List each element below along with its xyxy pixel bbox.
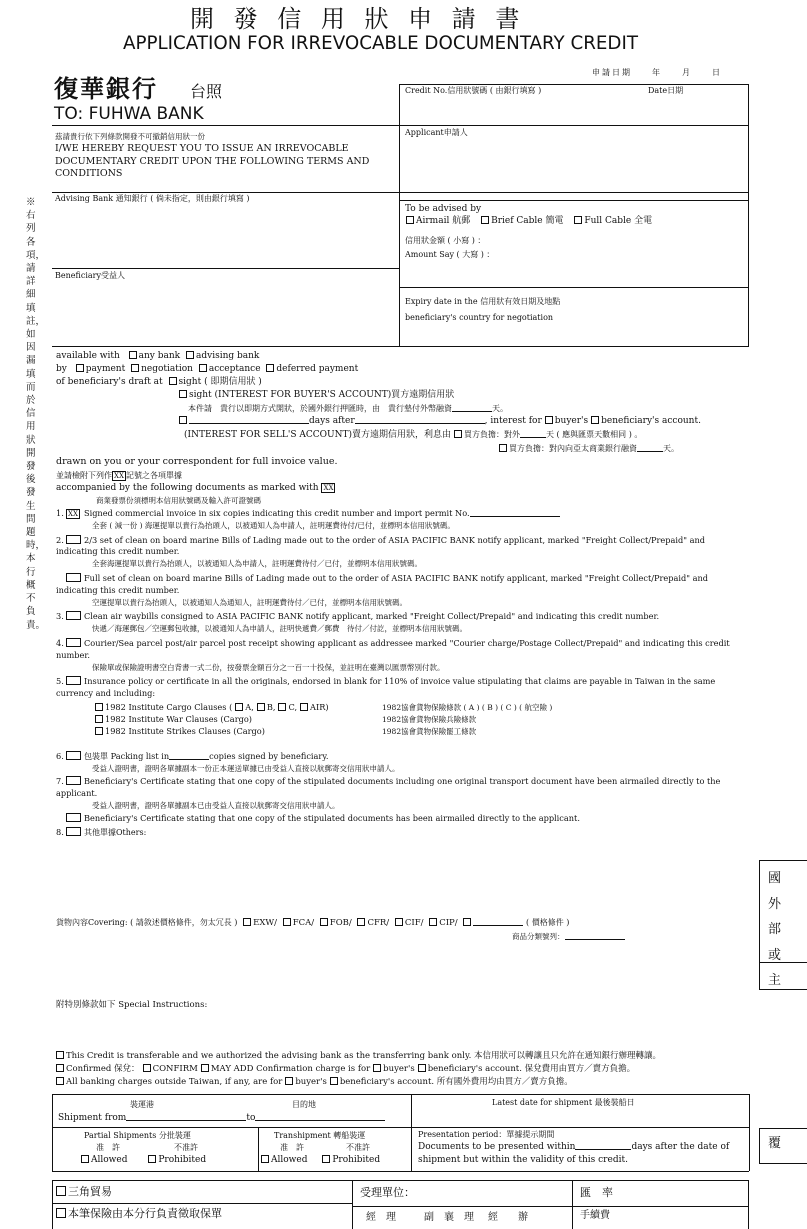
conf-beneficiary-checkbox[interactable] bbox=[418, 1064, 426, 1072]
xx-mark: XX bbox=[114, 472, 124, 480]
doc-6-cn: 受益人證明書，證明各單據副本一份正本運送單據已由受益人直接以航郵寄交信用狀申請人。 bbox=[92, 764, 400, 774]
trans-prohibited-cn: 不准許 bbox=[346, 1143, 370, 1152]
partial-shipments-label: Partial Shipments 分批裝運 bbox=[84, 1131, 191, 1140]
expiry-line1: Expiry date in the 信用狀有效日期及地點 bbox=[405, 297, 561, 306]
doc-2-cn: 全套海運提單以貴行為抬頭人，以被通知人為申請人，註明運費待付／已付，並標明本信用狀號碼。 bbox=[92, 559, 422, 569]
transferable-checkbox[interactable] bbox=[56, 1051, 64, 1059]
request-cn: 茲請貴行依下列條款開發不可撤銷信用狀一份 bbox=[55, 132, 205, 141]
buyer-bears-tail: 天 ( 應與匯票天數相同 ) 。 bbox=[545, 430, 643, 439]
doc-3-cn: 快遞／海運郵包／空運郵包收據，以被通知人為申請人，註明快遞費／郵費 待付／付訖，並標明本信用狀號碼。 bbox=[92, 624, 467, 634]
beneficiary-label: Beneficiary受益人 bbox=[55, 271, 125, 280]
partial-allowed-checkbox[interactable] bbox=[81, 1155, 89, 1163]
payment-label: payment bbox=[85, 364, 126, 374]
buyers-label: buyer's bbox=[554, 416, 589, 426]
side-note: ※右列各項，請詳細填註，如因漏填而於信用狀開發後發生問題時，本行概不負責。 bbox=[26, 197, 46, 631]
doc-8-checkbox[interactable] bbox=[66, 827, 81, 836]
doc-1-cn: 全套 ( 減一份 ) 海運提單以貴行為抬頭人，以被通知人為申請人，註明運費待付/已付，並標明本信用狀號碼。 bbox=[92, 520, 455, 530]
doc-4: 4. Courier/Sea parcel post/air parcel post receipt showing applicant as addressee marked "Courier charge/Postage Collect/Prepaid" and indicating this credit number. bbox=[56, 637, 730, 660]
advised-by-label: To be advised by bbox=[405, 204, 482, 214]
doc-1: 1. XX Signed commercial invoice in six copies indicating this credit number and import permit No. bbox=[56, 508, 748, 520]
bottom-checks bbox=[56, 1050, 756, 1089]
exw-checkbox[interactable] bbox=[243, 918, 251, 926]
doc-2: 2. 2/3 set of clean on board marine Bills of Lading made out to the order of ASIA PACIFIC BANK notify applicant, marked "Freight Collect/Prepaid" and indicating this credit number. bbox=[56, 534, 706, 557]
exchange-rate: 匯 率 bbox=[580, 1186, 613, 1199]
charges-beneficiary-checkbox[interactable] bbox=[330, 1077, 338, 1085]
days-after-label: days after bbox=[309, 416, 355, 426]
buyer-bears2-label: 買方負擔：對內向亞太商業銀行融資 bbox=[509, 444, 637, 453]
airmail-label: Airmail 航郵 bbox=[416, 216, 471, 226]
cip-checkbox[interactable] bbox=[429, 918, 437, 926]
insurance-row: 本筆保險由本分行負責徵取保單 bbox=[56, 1207, 222, 1221]
doc-2b-cn: 空運提單以貴行為抬頭人，以被通知人為通知人，註明運費待付／已付，並標明本信用狀號碼。 bbox=[92, 597, 407, 607]
draft-at-label: of beneficiary's draft at bbox=[56, 377, 163, 387]
request-en: I/WE HEREBY REQUEST YOU TO ISSUE AN IRREVOCABLE DOCUMENTARY CREDIT UPON THE FOLLOWING TERMS AND CONDITIONS bbox=[55, 143, 370, 179]
loading-port-cn: 裝運港 bbox=[130, 1100, 154, 1109]
confirm-checkbox[interactable] bbox=[143, 1064, 151, 1072]
doc-3-checkbox[interactable] bbox=[66, 611, 81, 620]
right-edge-box-2 bbox=[759, 1128, 807, 1164]
handler: 經 辦 bbox=[488, 1212, 528, 1223]
account-label: account. bbox=[662, 416, 701, 426]
clause-c-checkbox[interactable] bbox=[278, 703, 286, 711]
deferred-payment-checkbox[interactable] bbox=[266, 364, 274, 372]
fob-checkbox[interactable] bbox=[320, 918, 328, 926]
doc-1-mark[interactable]: XX bbox=[68, 510, 78, 518]
any-bank-label: any bank bbox=[138, 351, 181, 361]
buyer-bears-label: 買方負擔：對外 bbox=[463, 430, 520, 439]
brief-cable-checkbox[interactable] bbox=[481, 216, 489, 224]
interest-for-label: , interest for bbox=[484, 416, 542, 426]
clause-air-checkbox[interactable] bbox=[300, 703, 308, 711]
charges-buyer-checkbox[interactable] bbox=[285, 1077, 293, 1085]
clause-1-cn: 1982協會貨物保險條款 ( A ) ( B ) ( C ) ( 航空險 ) bbox=[382, 702, 553, 712]
shipment-from: Shipment from to bbox=[58, 1113, 385, 1124]
doc-6-checkbox[interactable] bbox=[66, 751, 81, 760]
presentation-label: Presentation period：單據提示期間 bbox=[418, 1130, 555, 1139]
negotiation-label: negotiation bbox=[141, 364, 193, 374]
doc-2-checkbox[interactable] bbox=[66, 535, 81, 544]
full-cable-label: Full Cable 全電 bbox=[584, 216, 653, 226]
title-cn: 開 發 信 用 狀 申 請 書 bbox=[190, 5, 526, 33]
clause-2: 1982 Institute War Clauses (Cargo) 1982協會貨物保險兵險條款 bbox=[56, 714, 748, 726]
docs-intro-en: accompanied by the following documents as marked with XX bbox=[56, 483, 334, 493]
clause-3-checkbox[interactable] bbox=[95, 727, 103, 735]
trans-allowed-cn: 准 許 bbox=[280, 1143, 304, 1152]
payment-checkbox[interactable] bbox=[76, 364, 84, 372]
doc-4-cn: 保險單或保險證明書空白背書一式二份，按發票金額百分之一百一十投保，並註明在臺灣以匯票幣別付款。 bbox=[92, 662, 445, 672]
doc-4-checkbox[interactable] bbox=[66, 638, 81, 647]
availability-section bbox=[56, 350, 756, 455]
sight-label: sight ( 即期信用狀 ) bbox=[178, 377, 262, 387]
cif-checkbox[interactable] bbox=[395, 918, 403, 926]
trans-allowed-checkbox[interactable] bbox=[261, 1155, 269, 1163]
trans-options: Allowed Prohibited bbox=[258, 1155, 380, 1166]
partial-prohibited-cn: 不准許 bbox=[174, 1143, 198, 1152]
special-instructions: 附特別條款如下 Special Instructions: bbox=[56, 1000, 208, 1010]
deferred-payment-label: deferred payment bbox=[276, 364, 359, 374]
hs-code-label: 商品分類號列： bbox=[512, 932, 625, 941]
doc-5: 5. Insurance policy or certificate in all the originals, endorsed in blank for 110% of invoice value stipulating that claims are payable in Taiwan in the same currency and including: bbox=[56, 676, 716, 699]
days-unit: 天。 bbox=[492, 404, 508, 413]
fee: 手續費 bbox=[580, 1210, 610, 1221]
expiry-line2: beneficiary's country for negotiation bbox=[405, 313, 554, 322]
doc-2b-checkbox[interactable] bbox=[66, 573, 81, 582]
partial-prohibited-checkbox[interactable] bbox=[148, 1155, 156, 1163]
latest-shipment-label: Latest date for shipment 最後裝船日 bbox=[492, 1098, 635, 1107]
docs-intro-cn: 並請檢附下列作 XX 記號之各項單據 bbox=[56, 471, 182, 480]
clause-1-checkbox[interactable] bbox=[95, 703, 103, 711]
advising-bank-label: Advising Bank 通知銀行 ( 倘未指定，則由銀行填寫 ) bbox=[55, 194, 250, 203]
sight-buyer-checkbox[interactable] bbox=[179, 390, 187, 398]
advising-bank-option-label: advising bank bbox=[196, 351, 260, 361]
confirmed-checkbox[interactable] bbox=[56, 1064, 64, 1072]
acceptance-label: acceptance bbox=[208, 364, 261, 374]
sight-buyer-cn: 本件請 貴行以即期方式開狀，於國外銀行押匯時，由 貴行墊付外幣融資 bbox=[188, 404, 452, 413]
destination-cn: 目的地 bbox=[292, 1100, 316, 1109]
amount-figure-label: 信用狀金額 ( 小寫 ) ： bbox=[405, 236, 486, 245]
right-edge-char-2: 覆 bbox=[768, 1136, 782, 1151]
applicant-label: Applicant申請人 bbox=[405, 128, 468, 137]
right-edge-chars: 國 外 部 或 主 bbox=[768, 871, 782, 988]
sight-checkbox[interactable] bbox=[169, 377, 177, 385]
drawn-on: drawn on you or your correspondent for full invoice value. bbox=[56, 456, 338, 467]
transferable-row: This Credit is transferable and we authorized the advising bank as the transferring bank only. 本信用狀可以轉讓且只允許在通知銀行辦理轉讓。 bbox=[56, 1050, 756, 1063]
doc-7b: Beneficiary's Certificate stating that one copy of the stipulated documents has been airmailed directly to the applicant. bbox=[56, 813, 748, 825]
documents-list bbox=[56, 508, 748, 839]
right-edge-box bbox=[759, 860, 807, 990]
negotiation-checkbox[interactable] bbox=[131, 364, 139, 372]
confirmed-row: Confirmed 保兌： CONFIRM MAY ADD Confirmation charge is for buyer's beneficiary's account. 保兌費用由買方／賣方負擔。 bbox=[56, 1063, 756, 1076]
days-unit2: 天。 bbox=[663, 444, 679, 453]
bank-name-cn: 復華銀行 bbox=[54, 75, 158, 103]
sight-buyer-label: sight (INTEREST FOR BUYER'S ACCOUNT)買方遠期信用狀 bbox=[189, 390, 455, 400]
cfr-checkbox[interactable] bbox=[357, 918, 365, 926]
doc-5-checkbox[interactable] bbox=[66, 676, 81, 685]
other-term-checkbox[interactable] bbox=[463, 918, 471, 926]
doc-8: 8. 其他單據Others: bbox=[56, 827, 147, 838]
by-label: by bbox=[56, 364, 67, 374]
conf-buyer-checkbox[interactable] bbox=[373, 1064, 381, 1072]
buyer-bears-checkbox[interactable] bbox=[454, 430, 462, 438]
doc-3: 3. Clean air waybills consigned to ASIA PACIFIC BANK notify applicant, marked "Freight Collect/Prepaid" and indicating this credit number. bbox=[56, 611, 660, 622]
doc-7-cn: 受益人證明書，證明各單據副本已由受益人直接以航郵寄交信用狀申請人。 bbox=[92, 800, 340, 810]
doc-7: 7. Beneficiary's Certificate stating that one copy of the stipulated documents including one original transport document have been airmailed directly to the applicant. bbox=[56, 775, 721, 798]
sellers-line: (INTEREST FOR SELL'S ACCOUNT)賣方遠期信用狀，利息由 bbox=[184, 430, 451, 440]
beneficiarys-interest-checkbox[interactable] bbox=[591, 416, 599, 424]
covering: 貨物內容Covering: ( 請敘述價格條件，勿太冗長 ) EXW/ FCA/ FOB/ CFR/ CIF/ CIP/ ( 價格條件 ) bbox=[56, 918, 570, 928]
clause-b-checkbox[interactable] bbox=[257, 703, 265, 711]
full-cable-checkbox[interactable] bbox=[574, 216, 582, 224]
clause-2-cn: 1982協會貨物保險兵險條款 bbox=[382, 714, 477, 724]
deputy: 副 襄 理 bbox=[424, 1212, 474, 1223]
title-en: APPLICATION FOR IRREVOCABLE DOCUMENTARY CREDIT bbox=[123, 32, 638, 54]
acceptance-checkbox[interactable] bbox=[199, 364, 207, 372]
buyer-bears2-checkbox[interactable] bbox=[499, 444, 507, 452]
fca-checkbox[interactable] bbox=[283, 918, 291, 926]
clause-3-cn: 1982協會貨物保險罷工條款 bbox=[382, 726, 477, 736]
trans-prohibited-checkbox[interactable] bbox=[322, 1155, 330, 1163]
any-bank-checkbox[interactable] bbox=[129, 351, 137, 359]
may-add-checkbox[interactable] bbox=[201, 1064, 209, 1072]
manager: 經 理 bbox=[366, 1212, 396, 1223]
available-with-label: available with bbox=[56, 351, 120, 361]
insurance-checkbox[interactable] bbox=[56, 1208, 66, 1218]
presentation-line2: Documents to be presented within days after the date of bbox=[418, 1142, 730, 1152]
doc-7-checkbox[interactable] bbox=[66, 776, 81, 785]
receiving-unit: 受理單位： bbox=[360, 1186, 415, 1199]
bank-suffix-cn: 台照 bbox=[190, 82, 223, 101]
advised-by-options bbox=[403, 216, 652, 227]
triangle-trade-checkbox[interactable] bbox=[56, 1186, 66, 1196]
doc-2b: Full set of clean on board marine Bills of Lading made out to the order of ASIA PACIFIC BANK notify applicant, marked "Freight Collect/Prepaid" and indicating this credit number. bbox=[56, 572, 709, 595]
buyers-interest-checkbox[interactable] bbox=[545, 416, 553, 424]
xx-mark-2: XX bbox=[323, 484, 334, 492]
beneficiarys-label: beneficiary's bbox=[601, 416, 660, 426]
doc-7b-checkbox[interactable] bbox=[66, 813, 81, 822]
clause-1: 1982 Institute Cargo Clauses ( A, B, C, AIR) 1982協會貨物保險條款 ( A ) ( B ) ( C ) ( 航空險 ) bbox=[56, 702, 748, 714]
brief-cable-label: Brief Cable 簡電 bbox=[491, 216, 564, 226]
docs-intro-note: 商業發票份須標明本信用狀號碼及輸入許可證號碼 bbox=[96, 496, 261, 505]
airmail-checkbox[interactable] bbox=[406, 216, 414, 224]
partial-allowed-cn: 准 許 bbox=[96, 1143, 120, 1152]
clause-3: 1982 Institute Strikes Clauses (Cargo) 1982協會貨物保險罷工條款 bbox=[56, 726, 748, 738]
clause-a-checkbox[interactable] bbox=[235, 703, 243, 711]
charges-checkbox[interactable] bbox=[56, 1077, 64, 1085]
usance-checkbox[interactable] bbox=[179, 416, 187, 424]
partial-options: Allowed Prohibited bbox=[78, 1155, 206, 1166]
presentation-line3: shipment but within the validity of this credit. bbox=[418, 1155, 628, 1165]
clause-2-checkbox[interactable] bbox=[95, 715, 103, 723]
doc-6: 6. 包裝單 Packing list in copies signed by beneficiary. bbox=[56, 751, 329, 762]
transhipment-label: Transhipment 轉船裝運 bbox=[274, 1131, 366, 1140]
triangle-trade: 三角貿易 bbox=[56, 1185, 112, 1199]
date-field-label: Date日期 bbox=[648, 86, 684, 95]
covering-label: 貨物內容Covering: ( 請敘述價格條件，勿太冗長 ) bbox=[56, 918, 238, 927]
credit-no-label: Credit No.信用狀號碼 ( 由銀行填寫 ) bbox=[405, 86, 542, 95]
application-date-label: 申請日期 年 月 日 bbox=[592, 68, 722, 77]
amount-words-label: Amount Say ( 大寫 ) ： bbox=[405, 250, 495, 259]
charges-row: All banking charges outside Taiwan, if any, are for buyer's beneficiary's account. 所有國外費用均由買方／賣方負擔。 bbox=[56, 1076, 756, 1089]
to-bank: TO: FUHWA BANK bbox=[54, 104, 204, 124]
advising-bank-checkbox[interactable] bbox=[186, 351, 194, 359]
